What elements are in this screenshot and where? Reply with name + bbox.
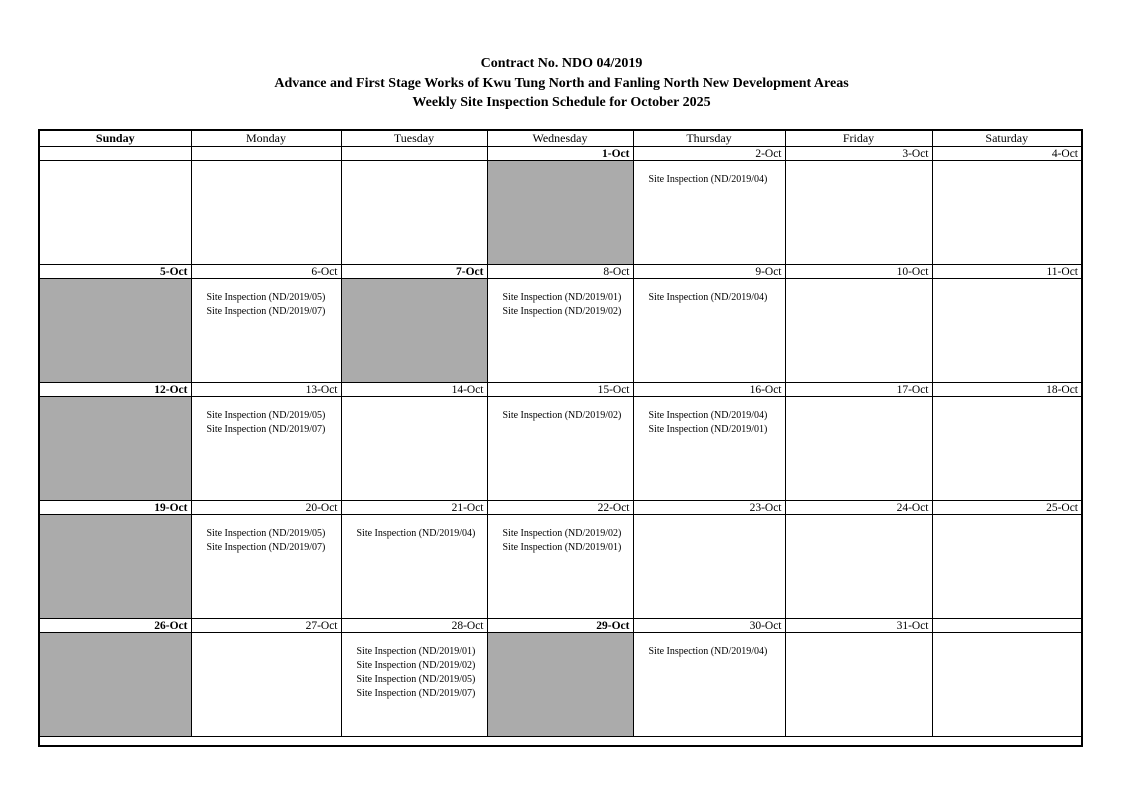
inspection-entry: Site Inspection (ND/2019/02) <box>356 660 476 671</box>
calendar-footer-cell <box>39 737 1082 747</box>
week-1-content-row <box>39 161 1082 265</box>
date-cell-11-oct: 11-Oct <box>932 265 1082 279</box>
weekday-header-wednesday: Wednesday <box>487 130 633 147</box>
date-cell-24-oct: 24-Oct <box>785 501 932 515</box>
week-3-date-row <box>39 383 1082 397</box>
week-2-content-row <box>39 279 1082 383</box>
calendar-table <box>38 129 1083 747</box>
calendar-footer-row <box>39 737 1082 747</box>
day-cell-2-oct <box>633 161 785 265</box>
inspection-entry: Site Inspection (ND/2019/04) <box>648 646 768 657</box>
contract-number-title: Contract No. NDO 04/2019 <box>480 56 643 71</box>
inspection-entry: Site Inspection (ND/2019/04) <box>356 528 476 539</box>
day-cell-22-oct <box>487 515 633 619</box>
inspection-entry: Site Inspection (ND/2019/02) <box>502 528 622 539</box>
day-cell-24-oct <box>785 515 932 619</box>
date-cell-10-oct: 10-Oct <box>785 265 932 279</box>
weekday-header-thursday: Thursday <box>633 130 785 147</box>
week-3-content-row <box>39 397 1082 501</box>
week-2-date-row <box>39 265 1082 279</box>
date-cell-23-oct: 23-Oct <box>633 501 785 515</box>
date-cell-3-oct: 3-Oct <box>785 147 932 161</box>
document-header <box>0 54 1123 113</box>
inspection-entry: Site Inspection (ND/2019/01) <box>356 646 476 657</box>
inspection-entry: Site Inspection (ND/2019/05) <box>206 528 326 539</box>
inspection-entry: Site Inspection (ND/2019/07) <box>206 306 326 317</box>
date-cell-25-oct: 25-Oct <box>932 501 1082 515</box>
date-cell-31-oct: 31-Oct <box>785 619 932 633</box>
date-cell-5-oct: 5-Oct <box>39 265 191 279</box>
date-cell-7-oct: 7-Oct <box>341 265 487 279</box>
date-cell-empty <box>341 147 487 161</box>
date-cell-8-oct: 8-Oct <box>487 265 633 279</box>
inspection-entry: Site Inspection (ND/2019/07) <box>356 688 476 699</box>
week-4-content-row <box>39 515 1082 619</box>
schedule-month-title: Weekly Site Inspection Schedule for October 2025 <box>412 95 711 110</box>
day-cell-empty <box>341 161 487 265</box>
date-cell-22-oct: 22-Oct <box>487 501 633 515</box>
day-cell-14-oct <box>341 397 487 501</box>
date-cell-17-oct: 17-Oct <box>785 383 932 397</box>
day-cell-6-oct <box>191 279 341 383</box>
day-cell-28-oct <box>341 633 487 737</box>
date-cell-29-oct: 29-Oct <box>487 619 633 633</box>
date-cell-27-oct: 27-Oct <box>191 619 341 633</box>
date-cell-18-oct: 18-Oct <box>932 383 1082 397</box>
date-cell-empty <box>39 147 191 161</box>
day-cell-17-oct <box>785 397 932 501</box>
day-cell-13-oct <box>191 397 341 501</box>
week-5-content-row <box>39 633 1082 737</box>
day-cell-1-oct <box>487 161 633 265</box>
day-cell-30-oct <box>633 633 785 737</box>
day-cell-5-oct <box>39 279 191 383</box>
inspection-entry: Site Inspection (ND/2019/02) <box>502 410 622 421</box>
day-cell-19-oct <box>39 515 191 619</box>
day-cell-empty <box>932 633 1082 737</box>
day-cell-empty <box>191 161 341 265</box>
week-1-date-row <box>39 147 1082 161</box>
inspection-entry: Site Inspection (ND/2019/05) <box>206 410 326 421</box>
date-cell-12-oct: 12-Oct <box>39 383 191 397</box>
date-cell-6-oct: 6-Oct <box>191 265 341 279</box>
weekday-header-friday: Friday <box>785 130 932 147</box>
inspection-entry: Site Inspection (ND/2019/01) <box>502 542 622 553</box>
week-5-date-row <box>39 619 1082 633</box>
day-cell-29-oct <box>487 633 633 737</box>
day-cell-9-oct <box>633 279 785 383</box>
date-cell-15-oct: 15-Oct <box>487 383 633 397</box>
date-cell-21-oct: 21-Oct <box>341 501 487 515</box>
date-cell-14-oct: 14-Oct <box>341 383 487 397</box>
date-cell-30-oct: 30-Oct <box>633 619 785 633</box>
day-cell-25-oct <box>932 515 1082 619</box>
day-cell-4-oct <box>932 161 1082 265</box>
day-cell-16-oct <box>633 397 785 501</box>
date-cell-empty <box>932 619 1082 633</box>
day-cell-26-oct <box>39 633 191 737</box>
date-cell-4-oct: 4-Oct <box>932 147 1082 161</box>
inspection-entry: Site Inspection (ND/2019/07) <box>206 542 326 553</box>
inspection-entry: Site Inspection (ND/2019/07) <box>206 424 326 435</box>
day-cell-12-oct <box>39 397 191 501</box>
date-cell-1-oct: 1-Oct <box>487 147 633 161</box>
inspection-entry: Site Inspection (ND/2019/04) <box>648 292 768 303</box>
day-cell-7-oct <box>341 279 487 383</box>
inspection-entry: Site Inspection (ND/2019/01) <box>502 292 622 303</box>
day-cell-18-oct <box>932 397 1082 501</box>
inspection-entry: Site Inspection (ND/2019/04) <box>648 174 768 185</box>
inspection-entry: Site Inspection (ND/2019/05) <box>356 674 476 685</box>
date-cell-13-oct: 13-Oct <box>191 383 341 397</box>
date-cell-26-oct: 26-Oct <box>39 619 191 633</box>
date-cell-16-oct: 16-Oct <box>633 383 785 397</box>
date-cell-20-oct: 20-Oct <box>191 501 341 515</box>
project-name-title: Advance and First Stage Works of Kwu Tung North and Fanling North New Development Areas <box>274 75 849 91</box>
inspection-entry: Site Inspection (ND/2019/02) <box>502 306 622 317</box>
date-cell-28-oct: 28-Oct <box>341 619 487 633</box>
day-cell-11-oct <box>932 279 1082 383</box>
weekday-header-sunday: Sunday <box>39 130 191 147</box>
day-cell-27-oct <box>191 633 341 737</box>
day-cell-23-oct <box>633 515 785 619</box>
day-cell-10-oct <box>785 279 932 383</box>
inspection-entry: Site Inspection (ND/2019/01) <box>648 424 768 435</box>
weekday-header-tuesday: Tuesday <box>341 130 487 147</box>
weekday-header-monday: Monday <box>191 130 341 147</box>
day-cell-31-oct <box>785 633 932 737</box>
weekday-header-saturday: Saturday <box>932 130 1082 147</box>
day-cell-15-oct <box>487 397 633 501</box>
inspection-entry: Site Inspection (ND/2019/04) <box>648 410 768 421</box>
date-cell-2-oct: 2-Oct <box>633 147 785 161</box>
day-cell-8-oct <box>487 279 633 383</box>
day-cell-empty <box>39 161 191 265</box>
day-cell-3-oct <box>785 161 932 265</box>
date-cell-9-oct: 9-Oct <box>633 265 785 279</box>
week-4-date-row <box>39 501 1082 515</box>
date-cell-19-oct: 19-Oct <box>39 501 191 515</box>
date-cell-empty <box>191 147 341 161</box>
day-cell-20-oct <box>191 515 341 619</box>
inspection-entry: Site Inspection (ND/2019/05) <box>206 292 326 303</box>
day-cell-21-oct <box>341 515 487 619</box>
weekday-header-row <box>39 130 1082 147</box>
